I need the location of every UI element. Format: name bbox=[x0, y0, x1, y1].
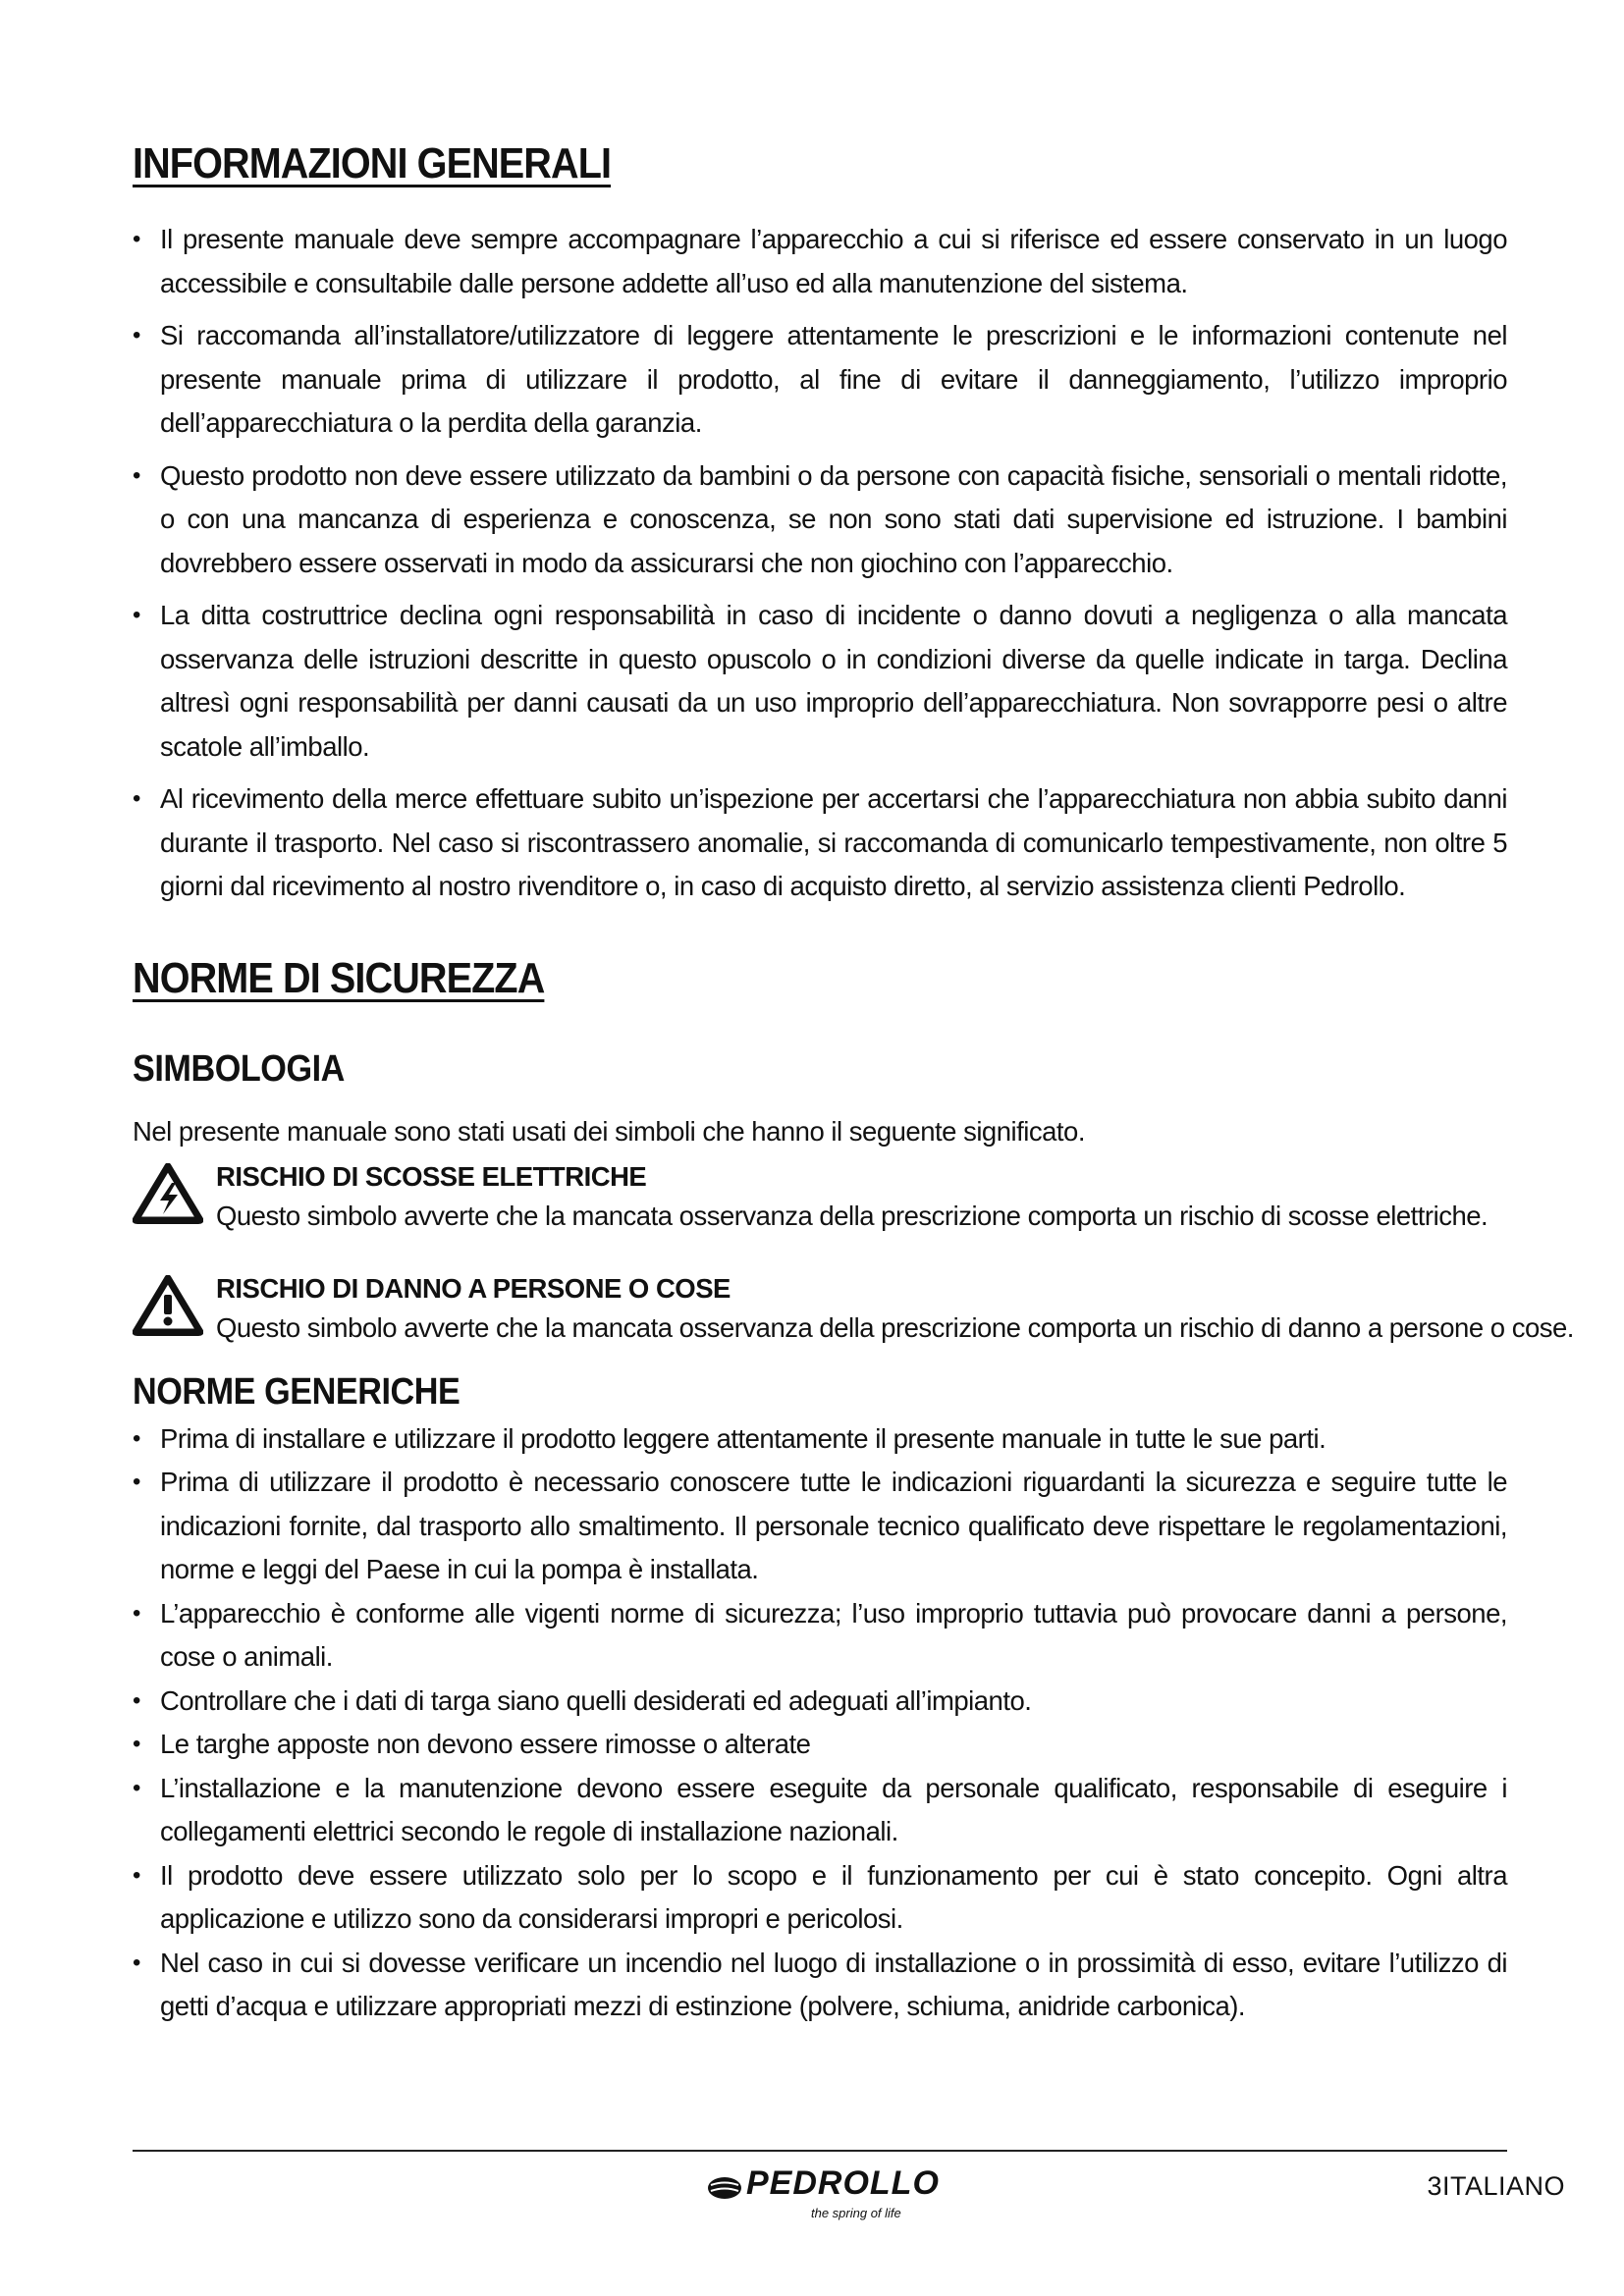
list-item: • Prima di installare e utilizzare il prodotto leggere attentamente il presente manuale in tutte le sue parti. bbox=[133, 1417, 1507, 1462]
section-generic-rules bbox=[133, 1371, 1507, 2029]
list-item: • Le targhe apposte non devono essere rimosse o alterate bbox=[133, 1723, 1507, 1767]
heading-generic-rules: NORME GENERICHE bbox=[133, 1370, 460, 1413]
heading-symbols: SIMBOLOGIA bbox=[133, 1047, 345, 1090]
heading-safety-rules: NORME DI SICUREZZA bbox=[133, 953, 545, 1002]
symbol-description: Questo simbolo avverte che la mancata osservanza della prescrizione comporta un rischio di scosse elettriche. bbox=[216, 1200, 1489, 1231]
section-general-information bbox=[133, 128, 1507, 909]
pedrollo-mark-icon bbox=[707, 2176, 742, 2200]
symbol-general-danger bbox=[133, 1269, 1574, 1346]
list-item: • Si raccomanda all’installatore/utilizzatore di leggere attentamente le prescrizioni e le informazioni contenute nel presente manuale prima di utilizzare il prodotto, al fine di evitare il danneggiamento, l’utilizzo improprio dell’apparecchiatura o la perdita della garanzia. bbox=[133, 314, 1507, 446]
symbols-intro: Nel presente manuale sono stati usati dei simboli che hanno il seguente significato. bbox=[133, 1115, 1085, 1147]
list-item: • L’apparecchio è conforme alle vigenti norme di sicurezza; l’uso improprio tuttavia può provocare danni a persone, cose o animali. bbox=[133, 1592, 1507, 1680]
list-item: • Controllare che i dati di targa siano quelli desiderati ed adeguati all’impianto. bbox=[133, 1680, 1507, 1724]
symbol-description: Questo simbolo avverte che la mancata osservanza della prescrizione comporta un rischio di danno a persone o cose. bbox=[216, 1311, 1574, 1343]
symbol-electric-shock bbox=[133, 1157, 1507, 1234]
list-item: • Nel caso in cui si dovesse verificare un incendio nel luogo di installazione o in prossimità di esso, evitare l’utilizzo di getti d’acqua e utilizzare appropriati mezzi di estinzione (polvere, schiuma, anidride carbonica). bbox=[133, 1942, 1507, 2029]
page-label: 3ITALIANO bbox=[1427, 2171, 1565, 2201]
list-item: • La ditta costruttrice declina ogni responsabilità in caso di incidente o danno dovuti a negligenza o alla mancata osservanza delle istruzioni descritte in questo opuscolo o in condizioni diverse da quelle indicate in targa. Declina altresì ogni responsabilità per danni causati da un uso improprio dell’apparecchiatura. Non sovrapporre pesi o altre scatole all’imballo. bbox=[133, 594, 1507, 769]
section-symbols bbox=[133, 1047, 1574, 1346]
list-item: • Al ricevimento della merce effettuare subito un’ispezione per accertarsi che l’apparecchiatura non abbia subito danni durante il trasporto. Nel caso si riscontrassero anomalie, si raccomanda di comunicarlo tempestivamente, non oltre 5 giorni dal ricevimento al nostro rivenditore o, in caso di acquisto diretto, al servizio assistenza clienti Pedrollo. bbox=[133, 777, 1507, 909]
heading-general-information: INFORMAZIONI GENERALI bbox=[133, 139, 612, 187]
general-information-list bbox=[133, 218, 1507, 909]
symbol-title: RISCHIO DI DANNO A PERSONE O COSE bbox=[216, 1272, 731, 1304]
list-item: • Prima di utilizzare il prodotto è necessario conoscere tutte le indicazioni riguardanti la sicurezza e seguire tutte le indicazioni fornite, dal trasporto allo smaltimento. Il personale tecnico qualificato deve rispettare le regolamentazioni, norme e leggi del Paese in cui la pompa è installata. bbox=[133, 1461, 1507, 1592]
section-safety-rules bbox=[133, 942, 1507, 1015]
symbol-title: RISCHIO DI SCOSSE ELETTRICHE bbox=[216, 1160, 647, 1192]
list-item: • Questo prodotto non deve essere utilizzato da bambini o da persone con capacità fisiche, sensoriali o mentali ridotte, o con una mancanza di esperienza e conoscenza, se non sono stati dati supervisione ed istruzione. I bambini dovrebbero essere osservati in modo da assicurarsi che non giochino con l’apparecchio. bbox=[133, 454, 1507, 586]
logo-tagline: the spring of life bbox=[811, 2206, 901, 2220]
footer-divider bbox=[133, 2150, 1507, 2152]
pedrollo-logo bbox=[707, 2164, 940, 2223]
page-content bbox=[133, 128, 1574, 2029]
list-item: • Il prodotto deve essere utilizzato solo per lo scopo e il funzionamento per cui è stato concepito. Ogni altra applicazione e utilizzo sono da considerarsi impropri e pericolosi. bbox=[133, 1854, 1507, 1942]
electric-shock-warning-icon bbox=[133, 1163, 203, 1224]
general-warning-icon bbox=[133, 1275, 203, 1336]
generic-rules-list bbox=[133, 1417, 1507, 2029]
list-item: • L’installazione e la manutenzione devono essere eseguite da personale qualificato, responsabile di eseguire i collegamenti elettrici secondo le regole di installazione nazionali. bbox=[133, 1767, 1507, 1854]
logo-wordmark: PEDROLLO bbox=[746, 2164, 940, 2202]
list-item: • Il presente manuale deve sempre accompagnare l’apparecchio a cui si riferisce ed essere conservato in un luogo accessibile e consultabile dalle persone addette all’uso ed alla manutenzione del sistema. bbox=[133, 218, 1507, 305]
